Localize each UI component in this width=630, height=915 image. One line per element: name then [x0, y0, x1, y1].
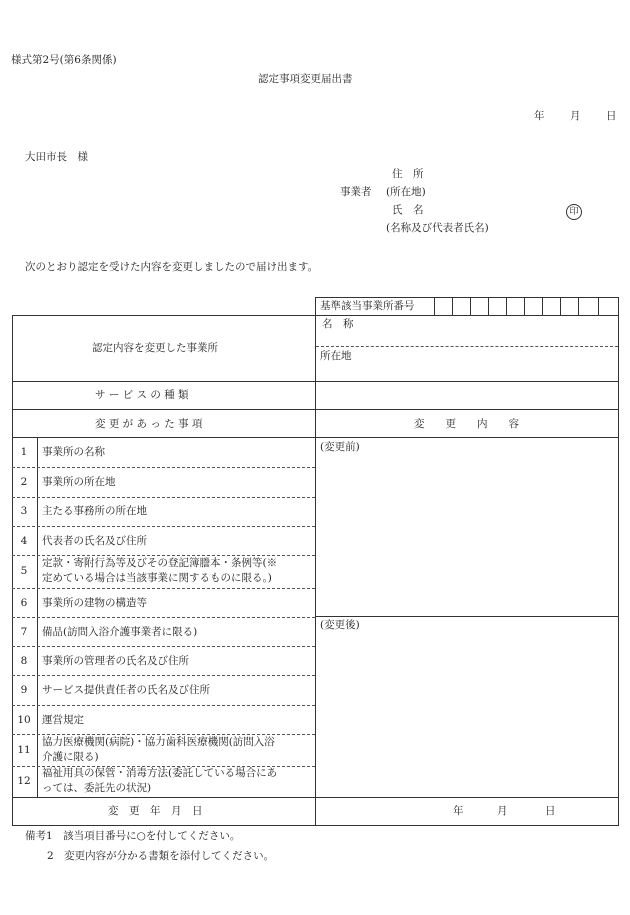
form-title: 認定事項変更届出書	[258, 73, 353, 85]
note-1: 備考1 該当項目番号に○を付してください。	[25, 830, 241, 842]
applicant-address-label: 住 所	[392, 168, 424, 180]
seal-mark: 印	[566, 204, 582, 220]
applicant-location-label: (所在地)	[386, 186, 426, 198]
form-page: 様式第2号(第6条関係) 認定事項変更届出書 年 月 日 大田市長 様 住 所 事業者 (所在地) 氏 名 印 (名称及び代表者氏名) 次のとおり認定を受けた内容を変更しましたので届け出ます。 基準該当事業所番号 認定内容を変更した事業所 名 称 所在地 サ ー ビ ス の 種 類 変 更 が あ っ た 事 項 変 更 内 容 (変更前) (変更後) 1 事業所の名称 2 事業所の所在地 3 主たる事務所の所在地 4 代表者の氏名及び住所 5 定款・寄附行為等及びその登記簿謄本・条例等(※ 定めている場合は当該事業に関するものに限る。) 6 事業所の建物の構造等 7 備品(訪問入浴介護事業者に限る) 8 事業所の管理者の氏名及び住所 9 サービス提供責任者の氏名及び住所 10 運営規定 11 協力医療機関(病院)・協力歯科医療機関(訪問入浴 介護に限る) 12 福祉用具の保管・消毒方法(委託している場合にあ っては、委託先の状況) 変 更 年 月 日 年 月 日 備考1 該当項目番号に○を付してください。 2 変更内容が分かる書類を添付してください。	[0, 0, 630, 915]
before-label: (変更前)	[320, 441, 360, 453]
change-date-year: 年	[453, 805, 464, 817]
office-label: 認定内容を変更した事業所	[92, 342, 218, 354]
changed-items-header: 変 更 が あ っ た 事 項	[95, 418, 203, 430]
applicant-name-label: 氏 名	[392, 204, 424, 216]
change-content-header: 変 更 内 容	[414, 418, 519, 430]
applicant-business-label: 事業者	[340, 186, 372, 198]
office-address-label: 所在地	[320, 350, 352, 362]
form-number: 様式第2号(第6条関係)	[11, 54, 117, 66]
addressee: 大田市長 様	[25, 151, 88, 163]
after-label: (変更後)	[320, 619, 360, 631]
date-month-label: 月	[570, 110, 581, 122]
change-date-label: 変 更 年 月 日	[108, 805, 203, 817]
note-2: 2 変更内容が分かる書類を添付してください。	[47, 850, 275, 862]
office-name-label: 名 称	[322, 318, 354, 330]
office-number-label: 基準該当事業所番号	[320, 300, 415, 312]
change-date-month: 月	[497, 805, 508, 817]
applicant-name-note: (名称及び代表者氏名)	[386, 222, 489, 234]
date-day-label: 日	[606, 110, 617, 122]
intro-text: 次のとおり認定を受けた内容を変更しましたので届け出ます。	[25, 261, 319, 273]
change-date-day: 日	[545, 805, 556, 817]
service-type-label: サ ー ビ ス の 種 類	[95, 389, 189, 401]
date-year-label: 年	[534, 110, 545, 122]
